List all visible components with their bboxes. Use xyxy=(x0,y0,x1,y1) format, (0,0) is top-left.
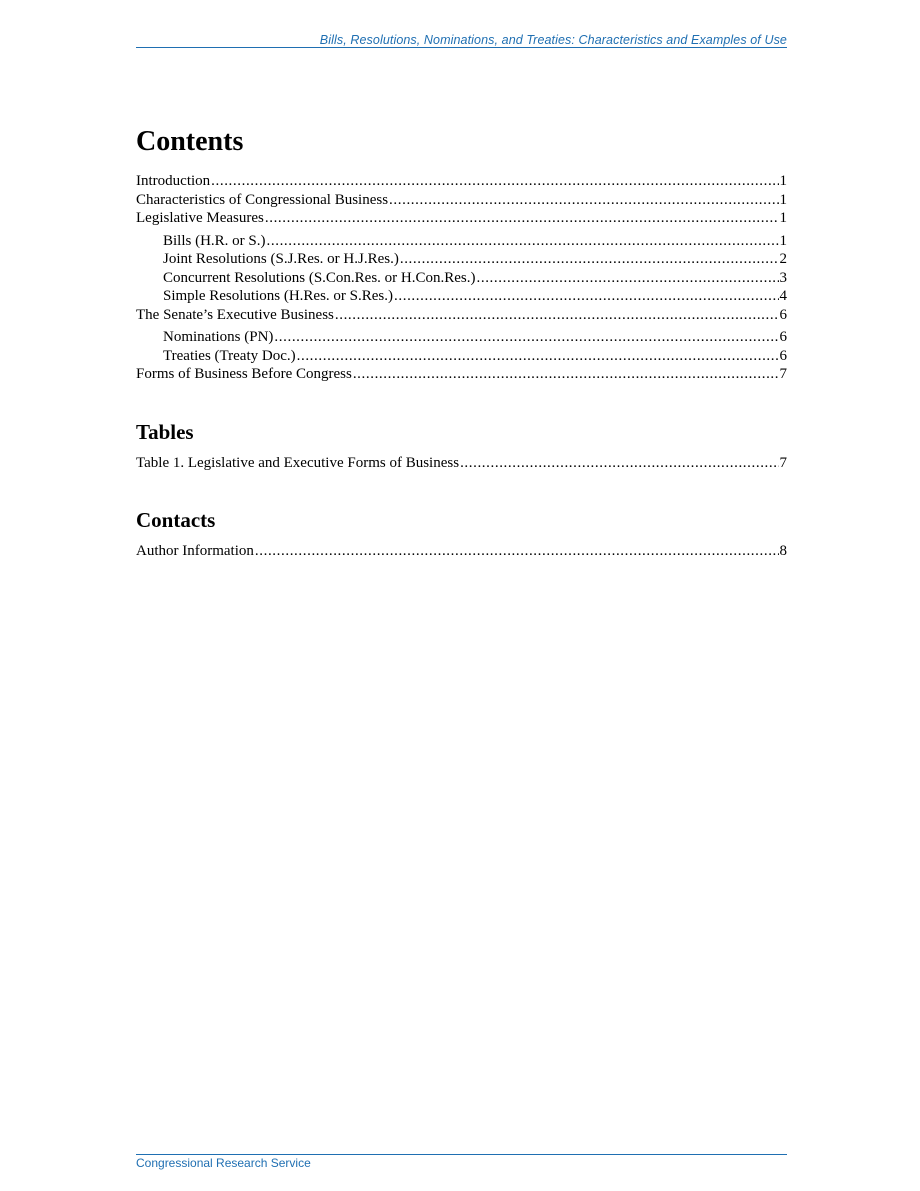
toc-entry-page: 7 xyxy=(779,366,787,382)
toc-entry-senate-executive-business[interactable] xyxy=(136,306,787,325)
toc-entry-page: 8 xyxy=(779,543,787,559)
toc-entry-simple-resolutions[interactable] xyxy=(136,287,787,306)
header-rule xyxy=(136,47,787,48)
toc-entry-page: 1 xyxy=(779,210,787,226)
toc-entry-table-1[interactable] xyxy=(136,454,787,473)
toc-entry-bills[interactable] xyxy=(136,232,787,251)
running-header: Bills, Resolutions, Nominations, and Treaties: Characteristics and Examples of Use xyxy=(319,33,787,47)
toc-entry-page: 6 xyxy=(779,329,787,345)
toc-entry-label: Nominations (PN) xyxy=(163,329,274,345)
toc-dot-leader xyxy=(353,365,779,384)
toc-entry-label: Characteristics of Congressional Business xyxy=(136,191,389,208)
toc-entry-label: Introduction xyxy=(136,173,211,189)
toc-entry-label: The Senate’s Executive Business xyxy=(136,306,334,323)
toc-entry-page: 2 xyxy=(779,251,787,267)
toc-entry-label: Simple Resolutions (H.Res. or S.Res.) xyxy=(163,288,394,304)
toc-entry-label: Treaties (Treaty Doc.) xyxy=(163,347,296,364)
contents-sublist-executive xyxy=(136,328,787,365)
toc-entry-label: Legislative Measures xyxy=(136,210,264,226)
toc-entry-page: 3 xyxy=(779,269,787,286)
toc-entry-label: Forms of Business Before Congress xyxy=(136,366,352,382)
contents-heading: Contents xyxy=(136,126,244,157)
contacts-list xyxy=(136,542,787,561)
toc-entry-label: Bills (H.R. or S.) xyxy=(163,232,266,249)
toc-entry-joint-resolutions[interactable] xyxy=(136,250,787,269)
toc-entry-page: 7 xyxy=(779,454,787,471)
toc-dot-leader xyxy=(400,250,779,269)
tables-list xyxy=(136,454,787,473)
toc-entry-introduction[interactable] xyxy=(136,172,787,191)
toc-dot-leader xyxy=(265,209,779,228)
toc-entry-page: 4 xyxy=(779,288,787,304)
toc-entry-page: 6 xyxy=(779,347,787,364)
toc-dot-leader xyxy=(477,269,779,288)
toc-dot-leader xyxy=(460,454,778,473)
toc-entry-label: Author Information xyxy=(136,543,254,559)
toc-entry-forms-of-business[interactable] xyxy=(136,365,787,384)
toc-dot-leader xyxy=(389,191,778,210)
toc-entry-page: 1 xyxy=(779,191,787,208)
toc-entry-characteristics[interactable] xyxy=(136,191,787,210)
toc-entry-page: 1 xyxy=(779,173,787,189)
toc-entry-author-information[interactable] xyxy=(136,542,787,561)
toc-entry-page: 1 xyxy=(779,232,787,249)
toc-entry-label: Joint Resolutions (S.J.Res. or H.J.Res.) xyxy=(163,251,399,267)
contents-sublist-legislative xyxy=(136,232,787,306)
toc-entry-concurrent-resolutions[interactable] xyxy=(136,269,787,288)
contents-list-forms xyxy=(136,365,787,384)
toc-entry-label: Concurrent Resolutions (S.Con.Res. or H.Con.Res.) xyxy=(163,269,476,286)
toc-dot-leader xyxy=(211,172,778,191)
toc-entry-nominations[interactable] xyxy=(136,328,787,347)
toc-dot-leader xyxy=(267,232,779,251)
tables-heading: Tables xyxy=(136,419,194,444)
contacts-heading: Contacts xyxy=(136,508,216,532)
toc-entry-label: Table 1. Legislative and Executive Forms of Business xyxy=(136,454,460,471)
toc-entry-treaties[interactable] xyxy=(136,347,787,366)
toc-dot-leader xyxy=(255,542,779,561)
contents-list-executive xyxy=(136,306,787,325)
footer-rule xyxy=(136,1154,787,1155)
toc-dot-leader xyxy=(274,328,778,347)
toc-entry-legislative-measures[interactable] xyxy=(136,209,787,228)
footer-publisher: Congressional Research Service xyxy=(136,1156,311,1170)
toc-dot-leader xyxy=(335,306,779,325)
contents-list xyxy=(136,172,787,228)
toc-dot-leader xyxy=(297,347,779,366)
toc-page-content xyxy=(136,124,787,561)
toc-dot-leader xyxy=(394,287,778,306)
toc-entry-page: 6 xyxy=(779,306,787,323)
